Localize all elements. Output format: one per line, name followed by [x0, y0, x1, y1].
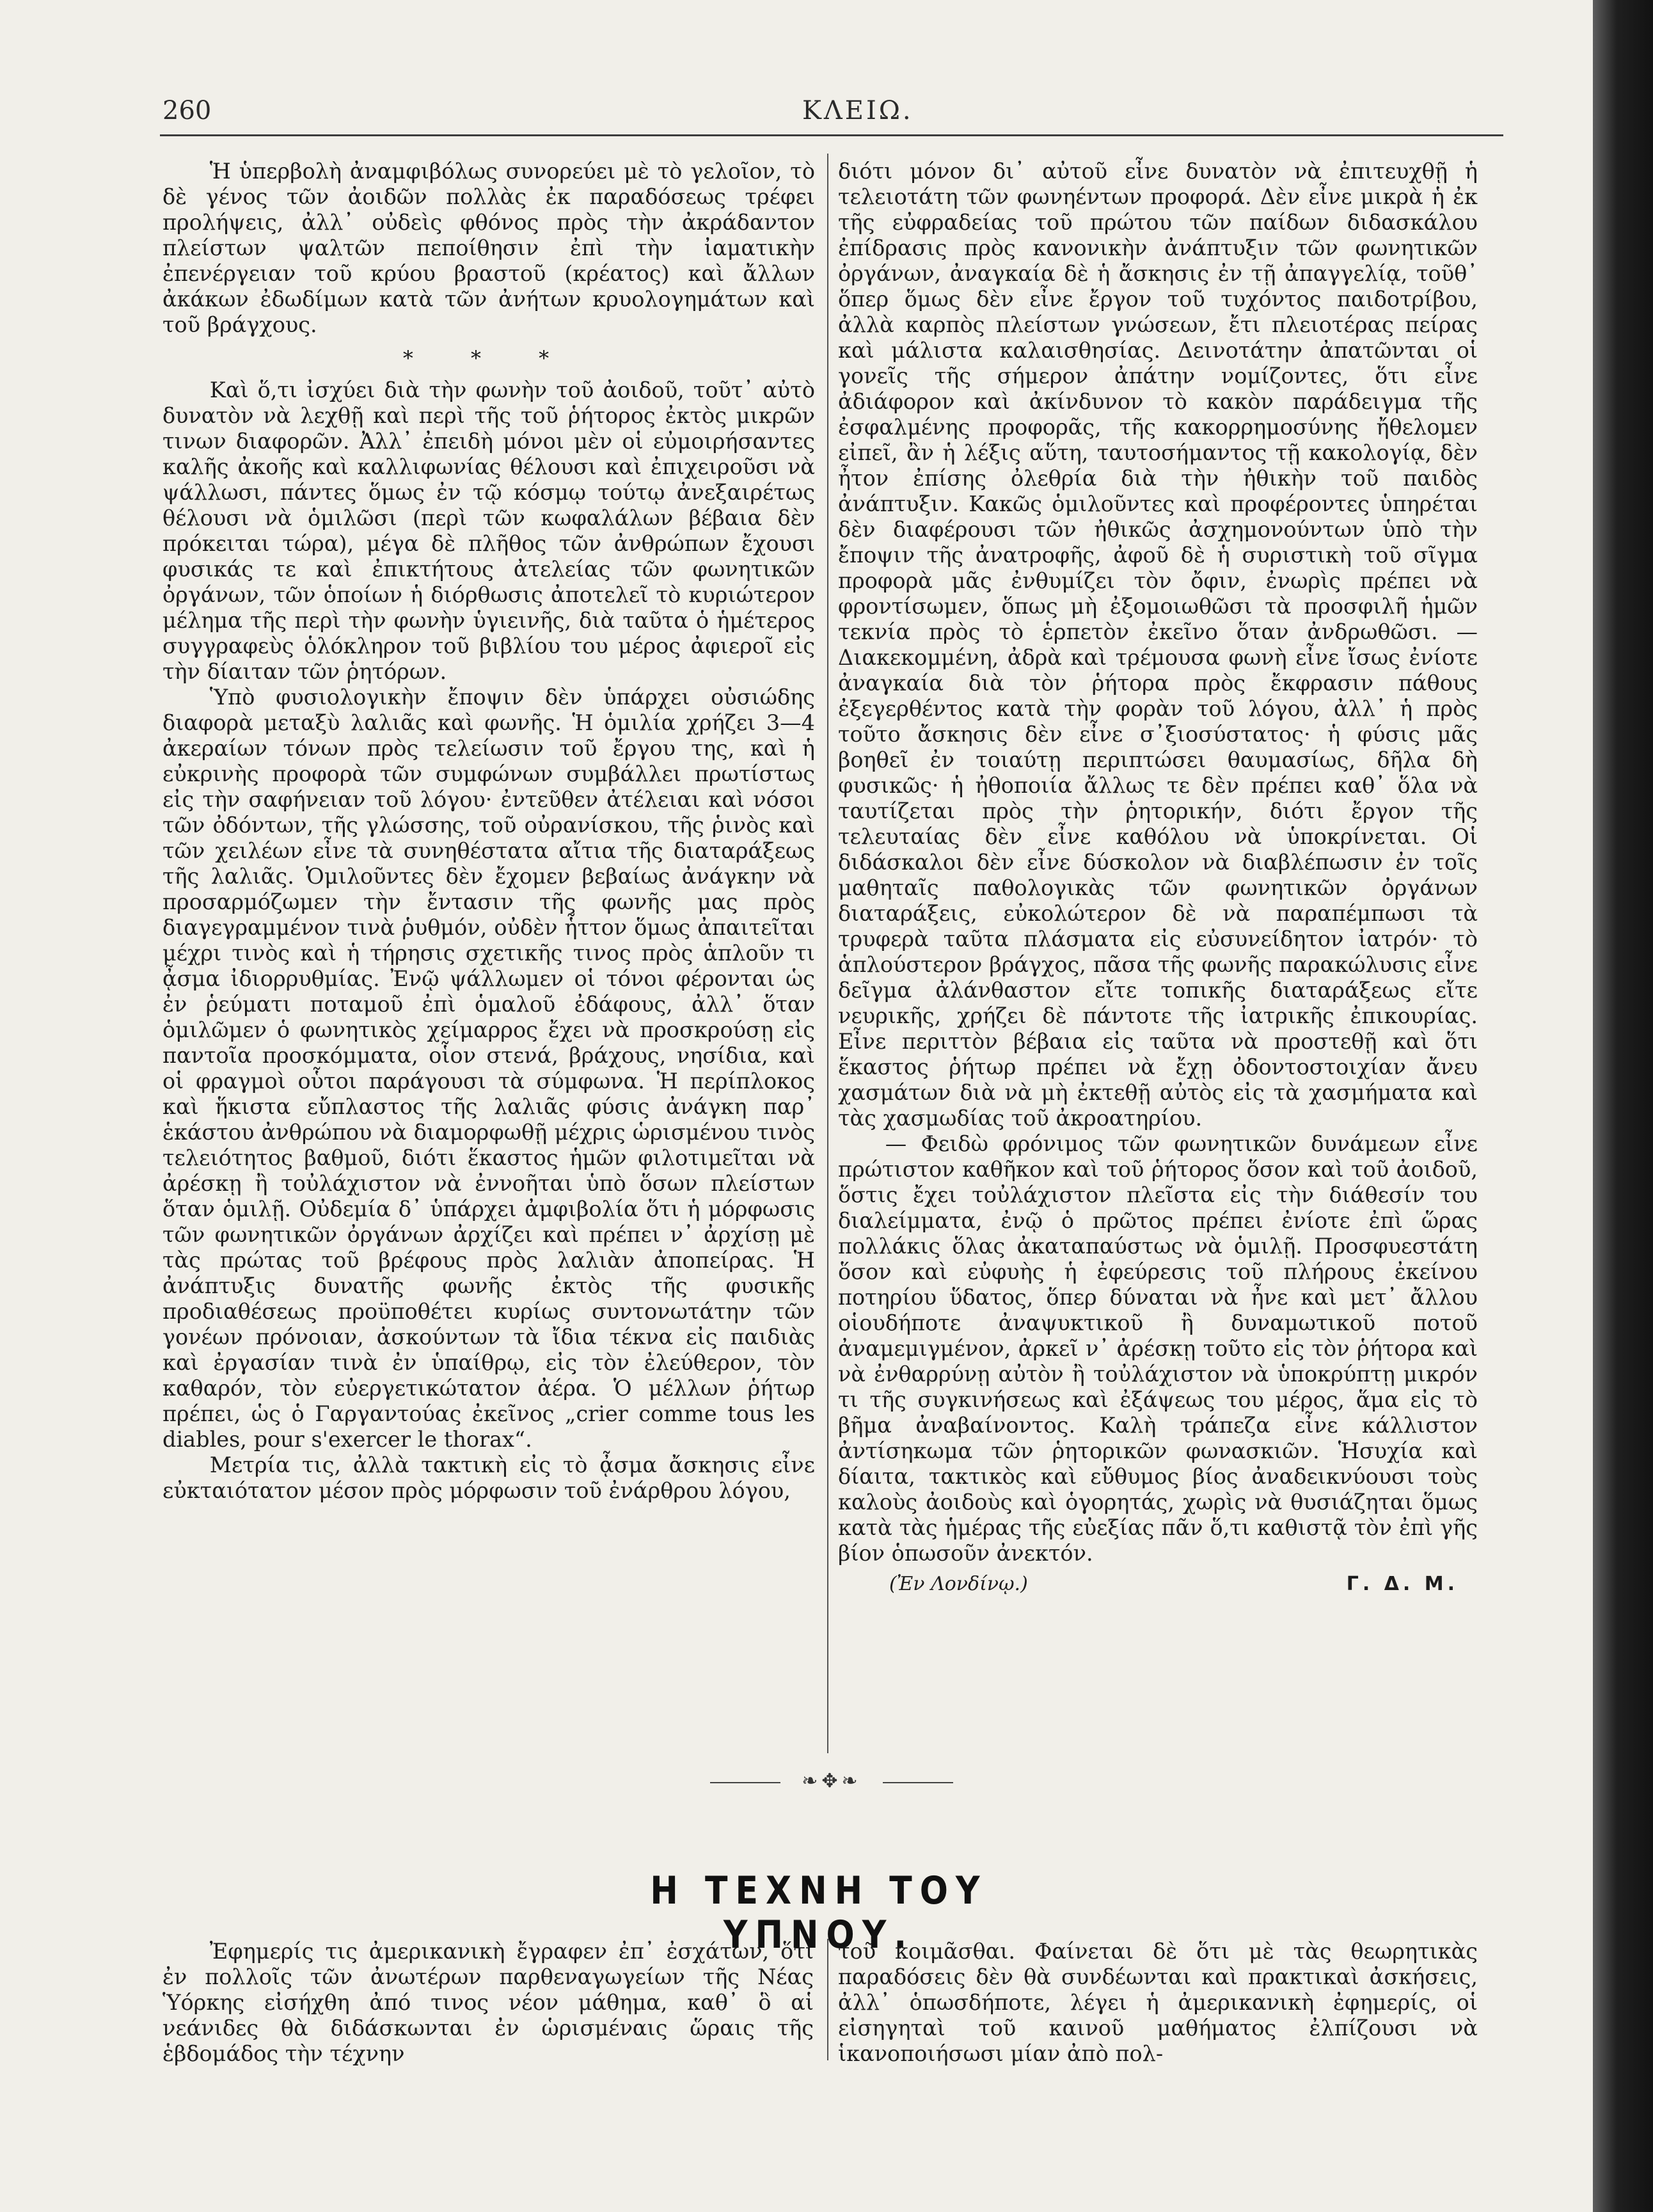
article-right-column — [838, 159, 1478, 1597]
running-title: ΚΛΕΙΩ. — [802, 96, 913, 125]
paragraph: τοῦ κοιμᾶσθαι. Φαίνεται δὲ ὅτι μὲ τὰς θεωρητικὰς παραδόσεις δὲν θὰ συνδέωνται καὶ πρακτικαὶ ἀσκήσεις, ἀλλ᾽ ὁπωσδήποτε, λέγει ἡ ἀμερικανικὴ ἐφημερίς, οἱ εἰσηγηταὶ τοῦ καινοῦ μαθήματος ἐλπίζουσι νὰ ἱκανοποιήσωσι μίαν ἀπὸ πολ- — [838, 1939, 1478, 2066]
ornament-divider: ❧✥❧ — [710, 1770, 953, 1795]
paragraph: Καὶ ὅ,τι ἰσχύει διὰ τὴν φωνὴν τοῦ ἀοιδοῦ, τοῦτ᾽ αὐτὸ δυνατὸν νὰ λεχθῇ καὶ περὶ τῆς τοῦ ῥήτορος ἐκτὸς μικρῶν τινων διαφορῶν. Ἀλλ᾽ ἐπειδὴ μόνοι μὲν οἱ εὐμοιρήσαντες καλῆς ἀκοῆς καὶ καλλιφωνίας θέλουσι καὶ ἐπιχειροῦσι νὰ ψάλλωσι, πάντες ὅμως ἐν τῷ κόσμῳ τούτῳ ἀνεξαιρέτως θέλουσι νὰ ὁμιλῶσι (περὶ τῶν κωφαλάλων βέβαια δὲν πρόκειται τώρα), μέγα δὲ πλῆθος τῶν ἀνθρώπων ἔχουσι φυσικάς τε καὶ ἐπικτήτους ἀτελείας τῶν φωνητικῶν ὀργάνων, τῶν ὁποίων ἡ διόρθωσις ἀποτελεῖ τὸ κυριώτερον μέλημα τῆς περὶ τὴν φωνὴν ὑγιεινῆς, διὰ ταῦτα ὁ ἡμέτερος συγγραφεὺς ὁλόκληρον τοῦ βιβλίου του μέρος ἀφιεροῖ εἰς τὴν δίαιταν τῶν ῥητόρων. — [162, 378, 815, 684]
paragraph: Μετρία τις, ἀλλὰ τακτικὴ εἰς τὸ ᾆσμα ἄσκησις εἶνε εὐκταιότατον μέσον πρὸς μόρφωσιν τοῦ ἐνάρθρου λόγου, — [162, 1452, 815, 1503]
article-title: Η ΤΕΧΝΗ ΤΟΥ ΥΠΝΟΥ. — [650, 1869, 988, 1957]
signature-place: (Ἐν Λονδίνῳ.) — [889, 1573, 1028, 1595]
book-spine-edge — [1593, 0, 1653, 2212]
paragraph: — Φειδὼ φρόνιμος τῶν φωνητικῶν δυνάμεων εἶνε πρώτιστον καθῆκον καὶ τοῦ ῥήτορος ὅσον καὶ τοῦ ἀοιδοῦ, ὅστις ἔχει τοὐλάχιστον πλεῖστα εἰς τὴν διάθεσίν του διαλείμματα, ἐνῷ ὁ πρῶτος πρέπει ἐνίοτε ἐπὶ ὥρας πολλάκις ὅλας ἀκαταπαύστως νὰ ὁμιλῇ. Προσφυεστάτη ὅσον καὶ εὐφυὴς ἡ ἐφεύρεσις τοῦ πλήρους ἐκείνου ποτηρίου ὕδατος, ὅπερ δύναται νὰ ἦνε καὶ μετ᾽ ἄλλου οἱουδήποτε ἀναψυκτικοῦ ἢ δυναμωτικοῦ ποτοῦ ἀναμεμιγμένον, ἀρκεῖ ν᾽ ἀρέσκῃ τοῦτο εἰς τὸν ῥήτορα καὶ νὰ ἐνθαρρύνῃ αὐτὸν ἢ τοὐλάχιστον νὰ ὑποκρύπτῃ μικρόν τι τῆς συγκινήσεως καὶ ἐξάψεως του μέρος, ἅμα εἰς τὸ βῆμα ἀναβαίνοντος. Καλὴ τράπεζα εἶνε κάλλιστον ἀντίσηκωμα τῶν ῥητορικῶν φωνασκιῶν. Ἡσυχία καὶ δίαιτα, τακτικὸς καὶ εὔθυμος βίος ἀναδεικνύουσι τοὺς καλοὺς ἀοιδοὺς καὶ ὁγορητάς, χωρὶς νὰ θυσιάζηται ὅμως κατὰ τὰς ἡμέρας τῆς εὐεξίας πᾶν ὅ,τι καθιστᾷ τὸν ἐπὶ γῆς βίον ὁπωσοῦν ἀνεκτόν. — [838, 1131, 1478, 1566]
page-header — [162, 96, 1501, 134]
column-divider — [827, 1939, 828, 2060]
signature-line — [838, 1571, 1478, 1597]
paragraph: Ἐφημερίς τις ἀμερικανικὴ ἔγραφεν ἐπ᾽ ἐσχάτων, ὅτι ἐν πολλοῖς τῶν ἀνωτέρων παρθεναγωγείων τῆς Νέας Ὑόρκης εἰσήχθη ἀπό τινος νέον μάθημα, καθ᾽ ὃ αἱ νεάνιδες θὰ διδάσκωνται ἐν ὡρισμέναις ὥραις τῆς ἑβδομάδος τὴν τέχνην — [162, 1939, 814, 2066]
paragraph: Ἡ ὑπερβολὴ ἀναμφιβόλως συνορεύει μὲ τὸ γελοῖον, τὸ δὲ γένος τῶν ἀοιδῶν πολλὰς ἐκ παραδόσεως τρέφει προλήψεις, ἀλλ᾽ οὐδεὶς φθόνος πρὸς τὴν ἀκράδαντον πλείστων ψαλτῶν πεποίθησιν ἐπὶ τὴν ἰαματικὴν ἐπενέργειαν τοῦ κρύου βραστοῦ (κρέατος) καὶ ἄλλων ἀκάκων ἐδωδίμων κατὰ τῶν ἀνήτων κρυολογημάτων καὶ τοῦ βράγχους. — [162, 159, 815, 337]
section-separator: * * * — [402, 346, 575, 370]
author-initials: Γ. Δ. Μ. — [1346, 1573, 1459, 1595]
paragraph: διότι μόνον δι᾽ αὐτοῦ εἶνε δυνατὸν νὰ ἐπιτευχθῇ ἡ τελειοτάτη τῶν φωνηέντων προφορά. Δὲν εἶνε μικρὰ ἡ ἐκ τῆς εὐφραδείας τοῦ πρώτου τῶν παίδων διδασκάλου ἐπίδρασις πρὸς κανονικὴν ἀνάπτυξιν τῶν φωνητικῶν ὀργάνων, ἀναγκαία δὲ ἡ ἄσκησις ἐν τῇ ἀπαγγελίᾳ, τοῦθ᾽ ὅπερ ὅμως δὲν εἶνε ἔργον τοῦ τυχόντος παιδοτρίβου, ἀλλὰ καρπὸς πλείστων γνώσεων, ἔτι πλειοτέρας πείρας καὶ μάλιστα καλαισθησίας. Δεινοτάτην ἀπατῶνται οἱ γονεῖς τῆς σήμερον ἀπάτην νομίζοντες, ὅτι εἶνε ἀδιάφορον καὶ ἀκίνδυνον τὸ κακὸν παράδειγμα τῆς ἐσφαλμένης προφορᾶς, τῆς κακορρημοσύνης ἤθελομεν εἰπεῖ, ἂν ἡ λέξις αὕτη, ταυτοσήμαντος τῇ κακολογίᾳ, δὲν ἦτον ἐπίσης ὀλεθρία διὰ τὴν ἠθικὴν τοῦ παιδὸς ἀνάπτυξιν. Κακῶς ὁμιλοῦντες καὶ προφέροντες ὑπηρέται δὲν διαφέρουσι τῶν ἠθικῶς ἀσχημονούντων ὑπὸ τὴν ἔποψιν τῆς ἀνατροφῆς, ἀφοῦ δὲ ἡ συριστικὴ τοῦ σῖγμα προφορὰ μᾶς ἐνθυμίζει τὸν ὄφιν, ἐνωρὶς πρέπει νὰ φροντίσωμεν, ὅπως μὴ ἐξομοιωθῶσι τὰ προσφιλῆ ἡμῶν τεκνία πρὸς τὸ ἑρπετὸν ἐκεῖνο ὅταν ἀνδρωθῶσι. — Διακεκομμένη, ἀδρὰ καὶ τρέμουσα φωνὴ εἶνε ἴσως ἐνίοτε ἀναγκαία διὰ τὸν ῥήτορα πρὸς ἔκφρασιν πάθους ἐξεγερθέντος κατὰ τὴν φορὰν τοῦ λόγου, ἀλλ᾽ ἡ πρὸς τοῦτο ἄσκησις δὲν εἶνε σ᾽ξιοσύστατος· ἡ φύσις μᾶς βοηθεῖ ἐν τοιαύτῃ περιπτώσει θαυμασίως, δῆλα δὴ φυσικῶς· ἡ ἠθοποιία ἄλλως τε δὲν πρέπει καθ᾽ ὅλα νὰ ταυτίζεται πρὸς τὴν ῥητορικήν, διότι ἔργον τῆς τελευταίας δὲν εἶνε καθόλου νὰ ὑποκρίνεται. Οἱ διδάσκαλοι δὲν εἶνε δύσκολον νὰ διαβλέπωσιν ἐν τοῖς μαθηταῖς παθολογικὰς τῶν φωνητικῶν ὀργάνων διαταράξεις, εὐκολώτερον δὲ νὰ παραπέμπωσι τὰ τρυφερὰ ταῦτα πλάσματα εἰς εὐσυνείδητον ἰατρόν· τὸ ἁπλούστερον βράγχος, πᾶσα τῆς φωνῆς παρακώλυσις εἶνε δεῖγμα ἀλάνθαστον εἴτε τοπικῆς διαταράξεως εἴτε νευρικῆς, χρήζει δὲ πάντοτε τῆς ἰατρικῆς ἐπικουρίας. Εἶνε περιττὸν βέβαια εἰς ταῦτα νὰ προστεθῇ καὶ ὅτι ἕκαστος ῥήτωρ πρέπει νὰ ἔχῃ ὀδοντοστοιχίαν ἄνευ χασμάτων διὰ νὰ μὴ ἐκτεθῇ αὐτὸς εἰς τὰ χασμήματα καὶ τὰς χασμωδίας τοῦ ἀκροατηρίου. — [838, 159, 1478, 1131]
header-rule — [160, 134, 1503, 136]
paragraph: Ὑπὸ φυσιολογικὴν ἔποψιν δὲν ὑπάρχει οὐσιώδης διαφορὰ μεταξὺ λαλιᾶς καὶ φωνῆς. Ἡ ὁμιλία χρήζει 3—4 ἀκεραίων τόνων πρὸς τελείωσιν τοῦ ἔργου της, καὶ ἡ εὐκρινὴς προφορὰ τῶν συμφώνων συμβάλλει πρωτίστως εἰς τὴν σαφήνειαν τοῦ λόγου· ἐντεῦθεν ἀτέλειαι καὶ νόσοι τῶν ὀδόντων, τῆς γλώσσης, τοῦ οὐρανίσκου, τῆς ῥινὸς καὶ τῶν χειλέων εἶνε τὰ συνηθέστατα αἴτια τῆς διαταράξεως τῆς λαλιᾶς. Ὁμιλοῦντες δὲν ἔχομεν βεβαίως ἀνάγκην νὰ προσαρμόζωμεν τὴν ἔντασιν τῆς φωνῆς μας πρὸς διαγεγραμμένον τινὰ ῥυθμόν, οὐδὲν ἧττον ὅμως ἀπαιτεῖται μέχρι τινὸς καὶ ἡ τήρησις σχετικῆς τινος πρὸς ἁπλοῦν τι ᾆσμα ἰδιορρυθμίας. Ἐνῷ ψάλλωμεν οἱ τόνοι φέρονται ὡς ἐν ῥεύματι ποταμοῦ ἐπὶ ὁμαλοῦ ἐδάφους, ἀλλ᾽ ὅταν ὁμιλῶμεν ὁ φωνητικὸς χείμαρρος ἔχει νὰ προσκρούσῃ εἰς παντοῖα προσκόμματα, οἷον στενά, βράχους, νησίδια, καὶ οἱ φραγμοὶ οὗτοι παράγουσι τὰ σύμφωνα. Ἡ περίπλοκος καὶ ἥκιστα εὔπλαστος τῆς λαλιᾶς φύσις ἀνάγκη παρ᾽ ἑκάστου ἀνθρώπου νὰ διαμορφωθῇ μέχρις ὡρισμένου τινὸς τελειότητος βαθμοῦ, διότι ἕκαστος ἡμῶν φιλοτιμεῖται νὰ ἀρέσκῃ ἢ τοὐλάχιστον νὰ ἐννοῆται ὑπὸ ὅσων πλείστων ὅταν ὁμιλῇ. Οὐδεμία δ᾽ ὑπάρχει ἀμφιβολία ὅτι ἡ μόρφωσις τῶν φωνητικῶν ὀργάνων ἀρχίζει καὶ πρέπει ν᾽ ἀρχίσῃ μὲ τὰς πρώτας τοῦ βρέφους πρὸς λαλιὰν ἀποπείρας. Ἡ ἀνάπτυξις δυνατῆς φωνῆς ἐκτὸς τῆς φυσικῆς προδιαθέσεως προϋποθέτει κυρίως συντονωτάτην τῶν γονέων πρόνοιαν, ἀσκούντων τὰ ἴδια τέκνα εἰς παιδιὰς καὶ ἐργασίαν τινὰ ἐν ὑπαίθρῳ, εἰς τὸν ἐλεύθερον, τὸν καθαρόν, τὸν εὐεργετικώτατον ἀέρα. Ὁ μέλλων ῥήτωρ πρέπει, ὡς ὁ Γαργαντούας ἐκεῖνος „crier comme tous les diables, pour s'exercer le thorax“. — [162, 685, 815, 1452]
second-article-left-column — [162, 1939, 814, 2067]
article-left-column — [162, 159, 815, 1504]
page-number: 260 — [162, 96, 212, 125]
second-article-right-column — [838, 1939, 1478, 2067]
column-divider — [827, 154, 828, 1753]
